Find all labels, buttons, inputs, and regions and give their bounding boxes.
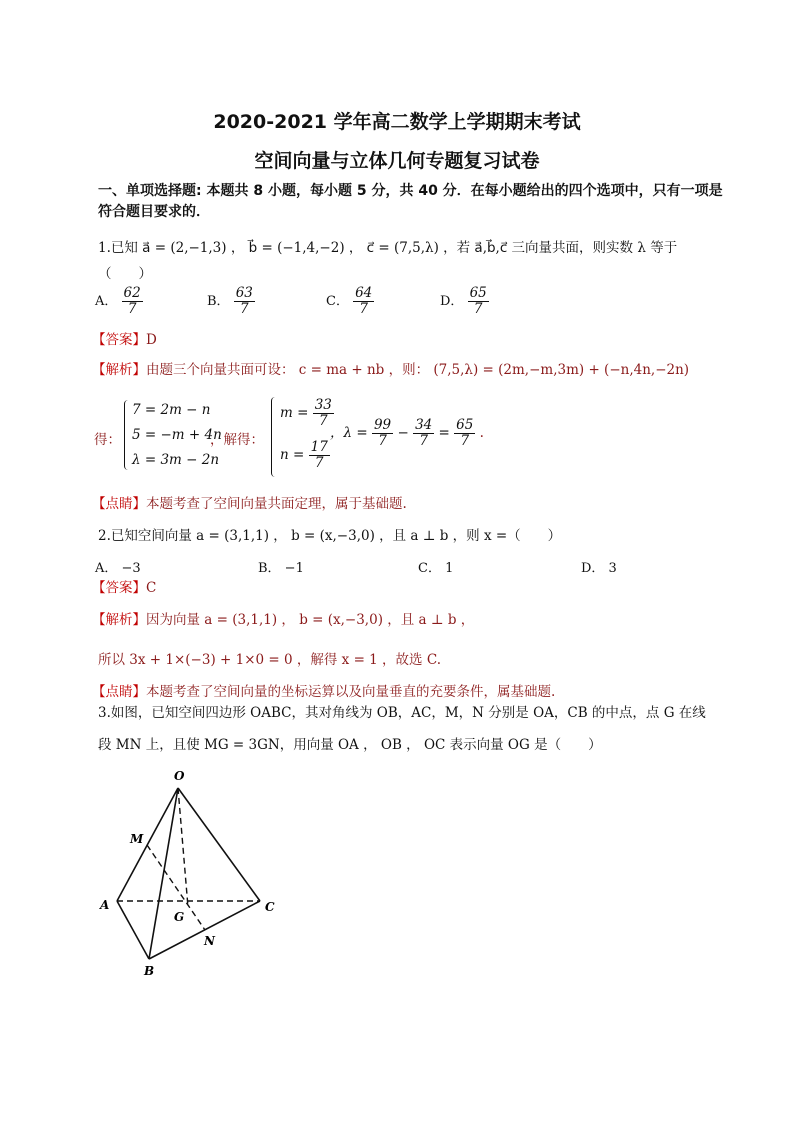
q1-stem: 1.已知 a⃗ = (2,−1,3) ， b⃗ = (−1,4,−2) ， c⃗ = (7,5,λ) ，若 a⃗,b⃗,c⃗ 三向量共面，则实数 λ 等于 — [98, 240, 678, 256]
q2-answer-value: C — [146, 580, 157, 596]
q1-option-d-den: 7 — [473, 300, 483, 317]
q2-analysis-tag: 【解析】 — [92, 612, 146, 628]
q1-f1-num: 99 — [373, 417, 392, 433]
q1-option-c-label: C． — [326, 293, 349, 309]
q2-comment-text: 本题考查了空间向量的坐标运算以及向量垂直的充要条件，属基础题. — [146, 684, 556, 700]
label-n: N — [204, 934, 215, 948]
q1-n-num: 17 — [310, 439, 328, 455]
q2-stem: 2.已知空间向量 a = (3,1,1) ， b = (x,−3,0) ，且 a ⊥ b ，则 x =（ ） — [98, 528, 562, 544]
q3-stem-line-2: 段 MN 上，且使 MG = 3GN，用向量 OA ， OB ， OC 表示向量 OG 是（ ） — [98, 737, 602, 753]
q1-comment-tag: 【点睛】 — [92, 496, 146, 512]
q1-f2-den: 7 — [419, 432, 428, 449]
title-line-2: 空间向量与立体几何专题复习试卷 — [254, 150, 540, 172]
q1-period: . — [479, 424, 484, 441]
q2-option-d: D． 3 — [581, 561, 617, 576]
q1-m-num: 33 — [314, 397, 332, 413]
q1-sys-2: 5 = −m + 4n — [132, 427, 222, 443]
q1-option-c-num: 64 — [355, 285, 373, 301]
q1-option-d — [440, 286, 489, 317]
label-b: B — [144, 964, 155, 978]
edge-oc — [178, 788, 260, 901]
q1-answer-tag: 【答案】 — [92, 332, 146, 348]
q1-option-b-label: B． — [207, 293, 230, 309]
label-c: C — [265, 900, 275, 914]
title-line-1: 2020-2021 学年高二数学上学期期末考试 — [213, 111, 581, 133]
q1-answer — [92, 328, 157, 348]
q1-option-a-den: 7 — [127, 300, 137, 317]
q1-brace-2 — [271, 397, 278, 477]
q1-m-den: 7 — [319, 412, 328, 429]
q1-comment-text: 本题考查了空间向量共面定理，属于基础题. — [146, 496, 407, 512]
label-m: M — [130, 832, 144, 846]
q2-analysis — [92, 608, 474, 628]
q2-option-c: C． 1 — [418, 561, 454, 576]
q1-option-a-num: 62 — [123, 285, 141, 301]
q1-n-den: 7 — [314, 454, 324, 471]
q1-option-b — [207, 286, 255, 317]
tetrahedron-figure — [90, 765, 290, 980]
q1-sys-1: 7 = 2m − n — [132, 402, 211, 418]
q1-brace-1 — [124, 400, 131, 470]
q1-analysis-tag: 【解析】 — [92, 362, 146, 378]
q2-analysis-2: 所以 3x + 1×(−3) + 1×0 = 0 ，解得 x = 1 ，故选 C. — [98, 652, 441, 668]
q1-lambda-calc — [330, 418, 484, 449]
q1-analysis — [92, 358, 689, 378]
q2-answer-tag: 【答案】 — [92, 580, 146, 596]
edge-ab — [117, 901, 149, 959]
q1-n-eq: n = — [280, 446, 305, 463]
q1-option-b-num: 63 — [235, 285, 253, 301]
q1-option-b-den: 7 — [240, 300, 249, 317]
q1-jiede: ，解得： — [210, 432, 264, 448]
q1-comment — [92, 492, 407, 512]
q2-comment — [92, 680, 555, 700]
q1-f1-den: 7 — [378, 432, 387, 449]
q1-f3-num: 65 — [456, 417, 474, 433]
q2-analysis-text: 因为向量 a = (3,1,1) ， b = (x,−3,0) ，且 a ⊥ b ， — [146, 612, 475, 628]
q1-minus: − — [397, 424, 409, 441]
q2-option-a: A． −3 — [95, 561, 141, 576]
q2-option-b: B． −1 — [258, 561, 304, 576]
q1-m-eq: m = — [280, 404, 309, 421]
q1-option-d-num: 65 — [469, 285, 487, 301]
q1-answer-value: D — [146, 332, 157, 348]
section-heading-line-2: 符合题目要求的． — [98, 204, 210, 220]
q1-n-solution — [280, 440, 330, 471]
q2-answer — [92, 576, 156, 596]
q1-f3-den: 7 — [460, 432, 470, 449]
q1-m-solution — [280, 398, 334, 429]
q1-analysis-text: 由题三个向量共面可设： c = ma + nb ，则： (7,5,λ) = (2m,−m,3m) + (−n,4n,−2n) — [146, 362, 690, 378]
q1-option-a-label: A． — [95, 293, 118, 309]
q1-option-c — [326, 286, 374, 317]
section-heading-line-1: 一、单项选择题: 本题共 8 小题，每小题 5 分，共 40 分．在每小题给出的四个选项中，只有一项是 — [98, 183, 723, 199]
q1-option-d-label: D． — [440, 293, 464, 309]
label-g: G — [174, 910, 185, 924]
q1-eq-sign: = — [438, 424, 450, 441]
q1-lambda-eq: ，λ = — [330, 424, 368, 441]
q1-paren: （ ） — [98, 266, 152, 282]
q1-de: 得： — [94, 432, 121, 448]
q2-comment-tag: 【点睛】 — [92, 684, 146, 700]
q1-option-a — [95, 286, 143, 317]
q1-sys-3: λ = 3m − 2n — [132, 452, 220, 468]
label-o: O — [174, 769, 185, 783]
q3-stem-line-1: 3.如图，已知空间四边形 OABC，其对角线为 OB，AC，M，N 分别是 OA，CB 的中点，点 G 在线 — [98, 705, 706, 721]
label-a: A — [100, 898, 110, 912]
q1-option-c-den: 7 — [359, 300, 368, 317]
q1-f2-num: 34 — [415, 417, 433, 433]
segment-og-dashed — [178, 788, 188, 907]
